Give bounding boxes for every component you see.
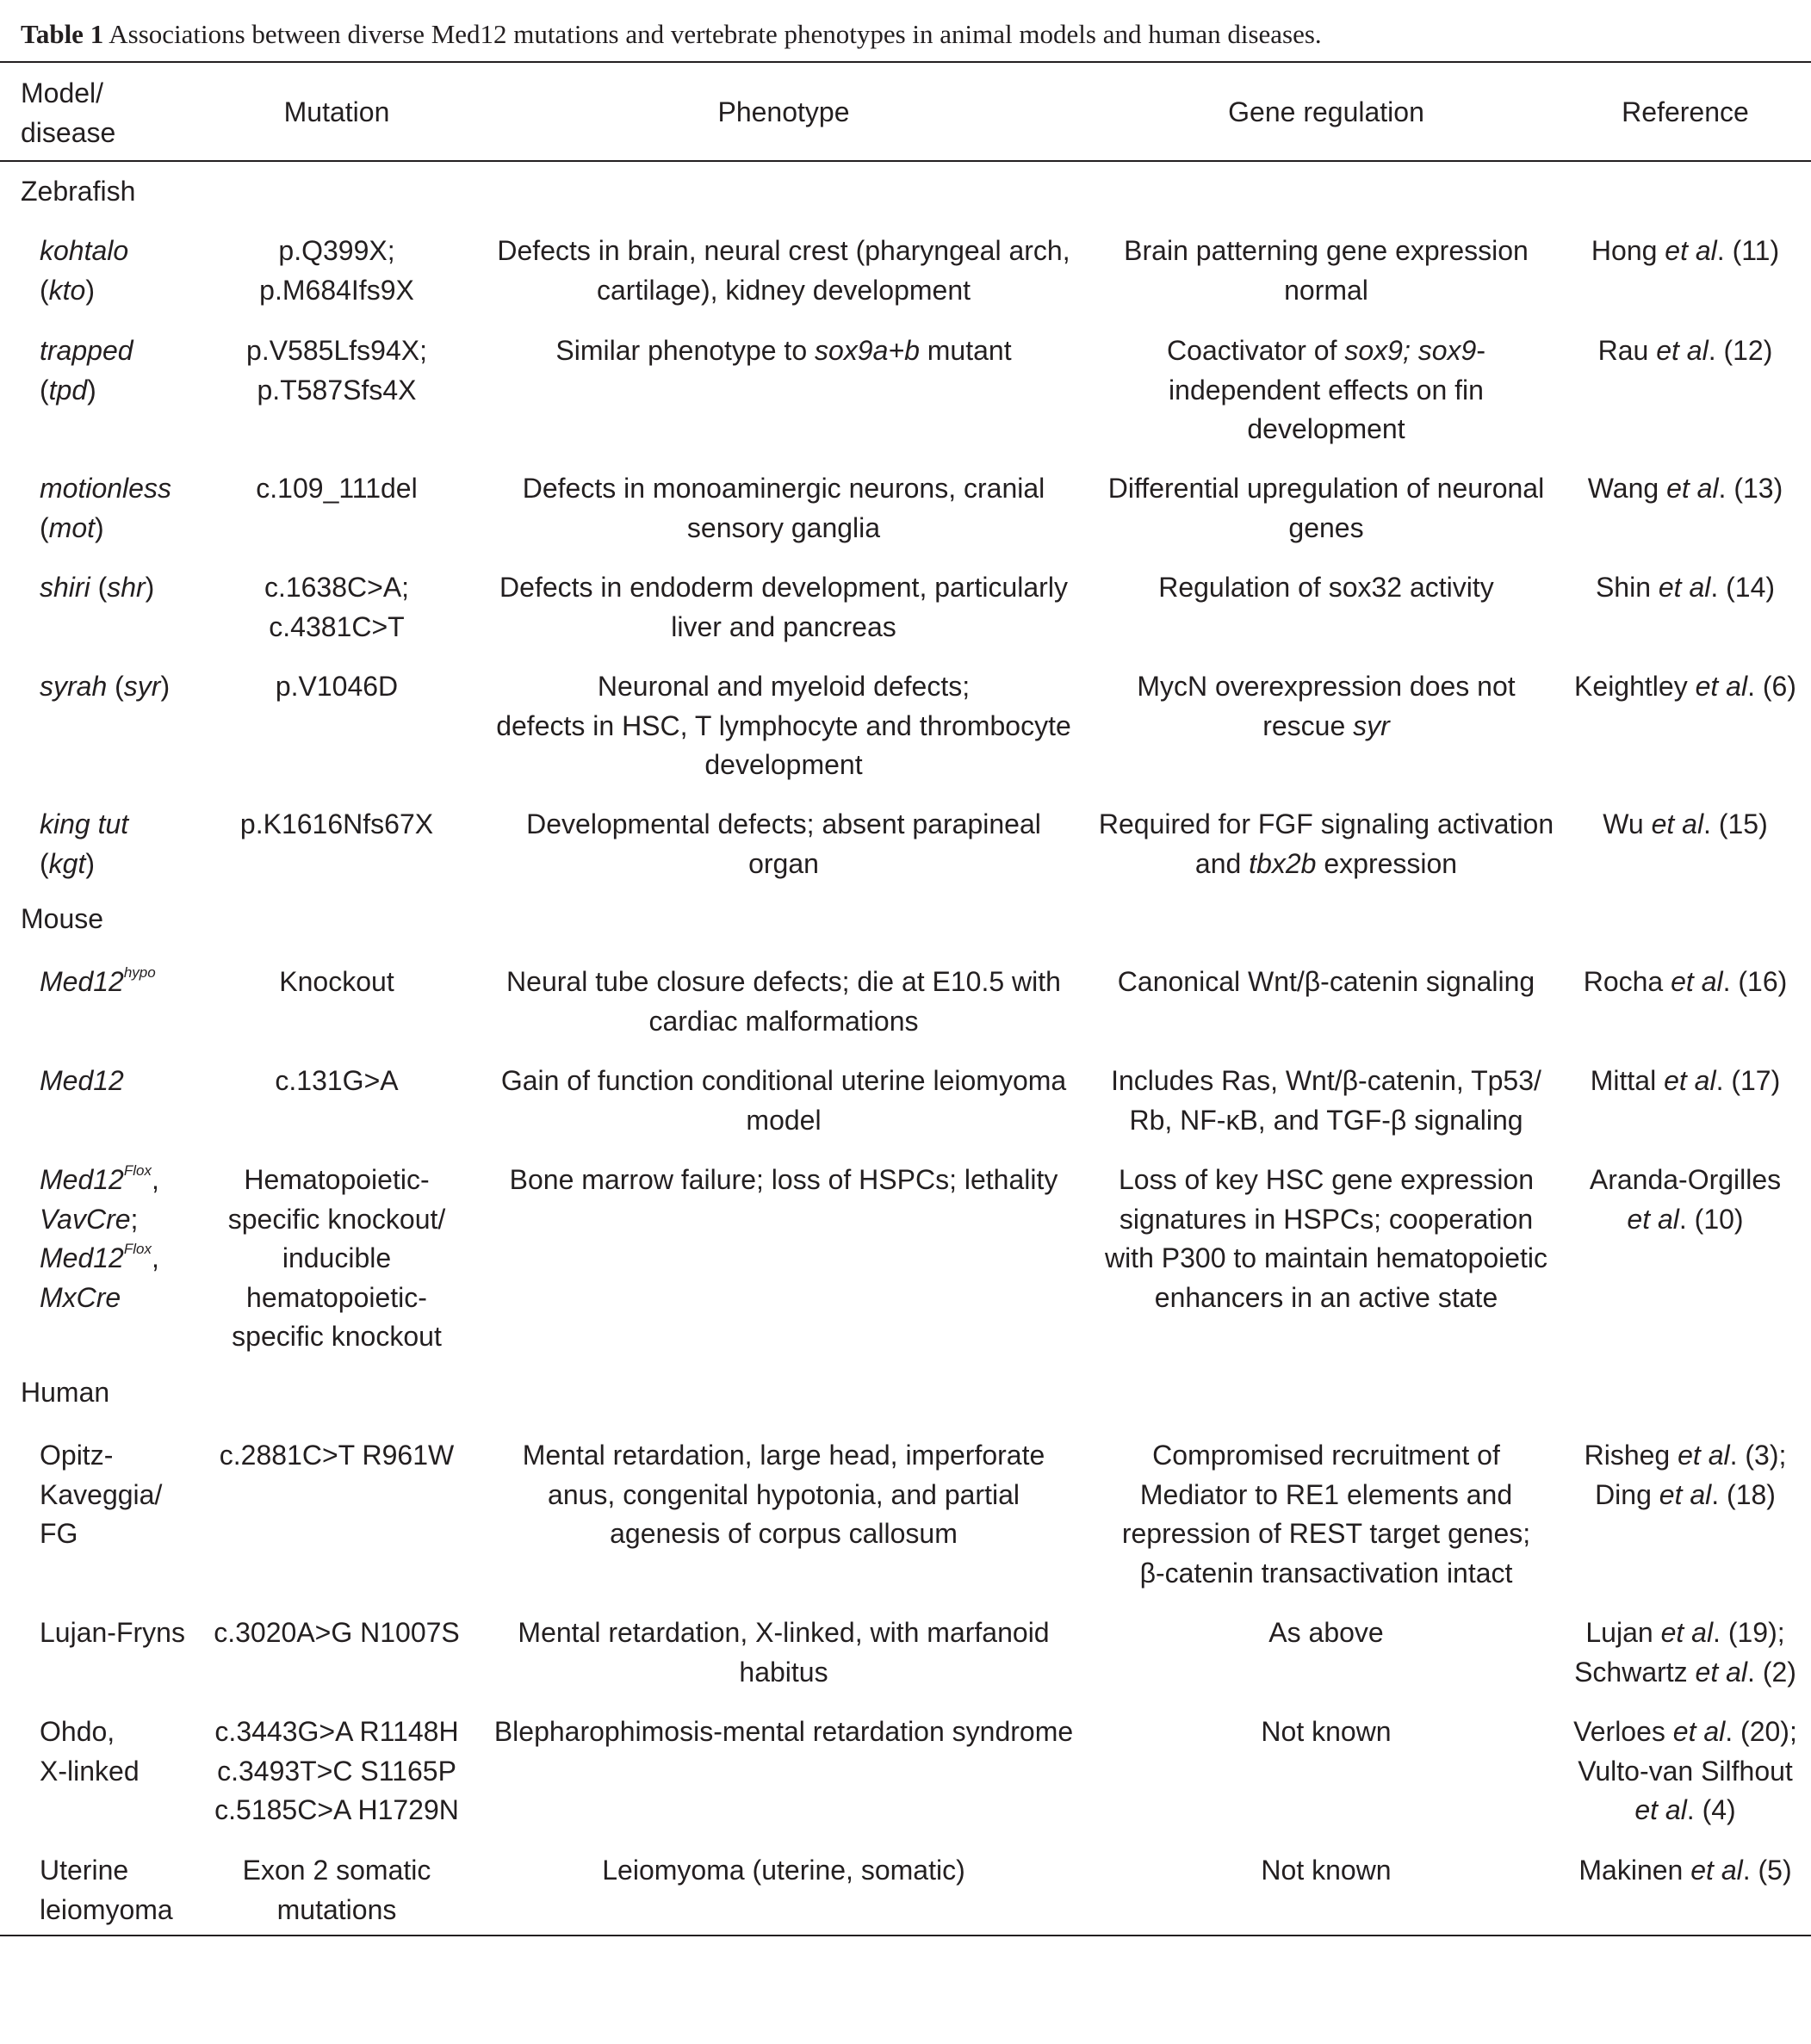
header-phenotype: Phenotype (717, 96, 850, 127)
cell-mutation: Hematopoietic- specific knockout/ inducible hematopoietic- specific knockout (227, 1164, 446, 1352)
cell-phenotype: Defects in endoderm development, particularly liver and pancreas (499, 572, 1068, 642)
cell-phenotype: Defects in brain, neural crest (pharyngeal arch, cartilage), kidney development (497, 235, 1070, 306)
cell-reference: Mittal et al. (17) (1590, 1065, 1781, 1096)
cell-model: Ohdo, X-linked (40, 1716, 140, 1787)
cell-phenotype: Mental retardation, X-linked, with marfanoid habitus (518, 1617, 1050, 1688)
cell-model: king tut (kgt) (40, 808, 129, 879)
cell-mutation: p.Q399X; p.M684Ifs9X (259, 235, 414, 306)
cell-phenotype: Similar phenotype to sox9a+b mutant (555, 335, 1012, 366)
group-zebrafish: Zebrafish (21, 176, 136, 207)
cell-reference: Verloes et al. (20); Vulto-van Silfhout et al. (4) (1573, 1716, 1797, 1825)
bottom-rule (0, 1935, 1811, 1936)
cell-gene-regulation: Compromised recruitment of Mediator to RE1 elements and repression of REST target genes; β-catenin transactivation intact (1121, 1440, 1531, 1589)
cell-mutation: c.131G>A (275, 1065, 399, 1096)
header-rule (0, 160, 1811, 162)
cell-model: kohtalo (kto) (40, 235, 129, 306)
cell-model: syrah (syr) (40, 671, 171, 702)
cell-gene-regulation: Regulation of sox32 activity (1158, 572, 1494, 603)
header-gene-regulation: Gene regulation (1228, 96, 1424, 127)
cell-reference: Wu et al. (15) (1603, 808, 1768, 839)
cell-mutation: c.2881C>T R961W (219, 1440, 455, 1471)
cell-model: Med12 (40, 1065, 124, 1096)
cell-model: Uterine leiomyoma (40, 1855, 173, 1925)
cell-mutation: p.K1616Nfs67X (239, 808, 434, 839)
cell-model: trapped (tpd) (40, 335, 133, 406)
cell-mutation: c.3443G>A R1148H c.3493T>C S1165P c.5185C>A H1729N (214, 1716, 459, 1825)
cell-reference: Shin et al. (14) (1595, 572, 1776, 603)
cell-gene-regulation: As above (1268, 1617, 1384, 1648)
cell-reference: Rocha et al. (16) (1583, 966, 1788, 997)
cell-phenotype: Mental retardation, large head, imperforate anus, congenital hypotonia, and partial agenesis of corpus callosum (522, 1440, 1045, 1549)
cell-model: motionless (mot) (40, 473, 171, 543)
cell-phenotype: Neuronal and myeloid defects; defects in HSC, T lymphocyte and thrombocyte development (496, 671, 1071, 780)
cell-reference: Risheg et al. (3); Ding et al. (18) (1584, 1440, 1787, 1510)
header-reference: Reference (1622, 96, 1749, 127)
cell-gene-regulation: Differential upregulation of neuronal genes (1107, 473, 1545, 543)
table-caption (21, 12, 1322, 57)
cell-phenotype: Blepharophimosis-mental retardation syndrome (493, 1716, 1074, 1747)
cell-mutation: c.1638C>A; c.4381C>T (264, 572, 410, 642)
cell-mutation: p.V1046D (275, 671, 399, 702)
cell-mutation: c.3020A>G N1007S (214, 1617, 460, 1648)
cell-mutation: c.109_111del (256, 473, 418, 504)
top-rule (0, 61, 1811, 63)
cell-model: Opitz- Kaveggia/ FG (40, 1440, 163, 1549)
cell-gene-regulation: MycN overexpression does not rescue syr (1137, 671, 1516, 741)
cell-reference: Rau et al. (12) (1597, 335, 1773, 366)
cell-phenotype: Defects in monoaminergic neurons, cranial sensory ganglia (522, 473, 1045, 543)
cell-phenotype: Bone marrow failure; loss of HSPCs; lethality (509, 1164, 1058, 1195)
cell-gene-regulation: Not known (1261, 1855, 1392, 1886)
cell-mutation: Exon 2 somatic mutations (242, 1855, 431, 1925)
cell-gene-regulation: Not known (1261, 1716, 1392, 1747)
cell-model: $Med12^{Flox}$, VavCre; $Med12^{Flox}$, MxCre (40, 1162, 159, 1313)
cell-phenotype: Neural tube closure defects; die at E10.5 with cardiac malformations (506, 966, 1061, 1037)
cell-model: shiri (shr) (40, 572, 155, 603)
header-mutation: Mutation (283, 96, 390, 127)
cell-phenotype: Leiomyoma (uterine, somatic) (602, 1855, 965, 1886)
cell-reference: Makinen et al. (5) (1578, 1855, 1792, 1886)
cell-reference: Keightley et al. (6) (1574, 671, 1796, 702)
cell-reference: Aranda-Orgilles et al. (10) (1589, 1164, 1782, 1235)
cell-reference: Wang et al. (13) (1587, 473, 1783, 504)
cell-gene-regulation: Coactivator of sox9; sox9- independent effects on fin development (1167, 335, 1485, 444)
cell-model: $Med12^{hypo}$ (40, 964, 156, 997)
cell-gene-regulation: Required for FGF signaling activation and tbx2b expression (1098, 808, 1554, 879)
cell-phenotype: Gain of function conditional uterine leiomyoma model (500, 1065, 1067, 1136)
group-mouse: Mouse (21, 903, 104, 934)
cell-reference: Hong et al. (11) (1591, 235, 1780, 266)
cell-gene-regulation: Loss of key HSC gene expression signatures in HSPCs; cooperation with P300 to maintain hematopoietic enhancers in an active state (1104, 1164, 1548, 1313)
cell-gene-regulation: Canonical Wnt/β-catenin signaling (1117, 966, 1535, 997)
cell-gene-regulation: Brain patterning gene expression normal (1124, 235, 1529, 306)
cell-mutation: p.V585Lfs94X; p.T587Sfs4X (246, 335, 427, 406)
cell-phenotype: Developmental defects; absent parapineal organ (526, 808, 1041, 879)
caption-text: Associations between diverse Med12 mutations and vertebrate phenotypes in animal models and human diseases. (103, 19, 1322, 49)
group-human: Human (21, 1377, 110, 1408)
cell-reference: Lujan et al. (19); Schwartz et al. (2) (1574, 1617, 1796, 1688)
cell-mutation: Knockout (279, 966, 394, 997)
cell-gene-regulation: Includes Ras, Wnt/β-catenin, Tp53/ Rb, NF-κB, and TGF-β signaling (1111, 1065, 1541, 1136)
cell-model: Lujan-Fryns (40, 1617, 185, 1648)
header-model: Model/ disease (21, 77, 116, 148)
table-label: Table 1 (21, 19, 104, 49)
